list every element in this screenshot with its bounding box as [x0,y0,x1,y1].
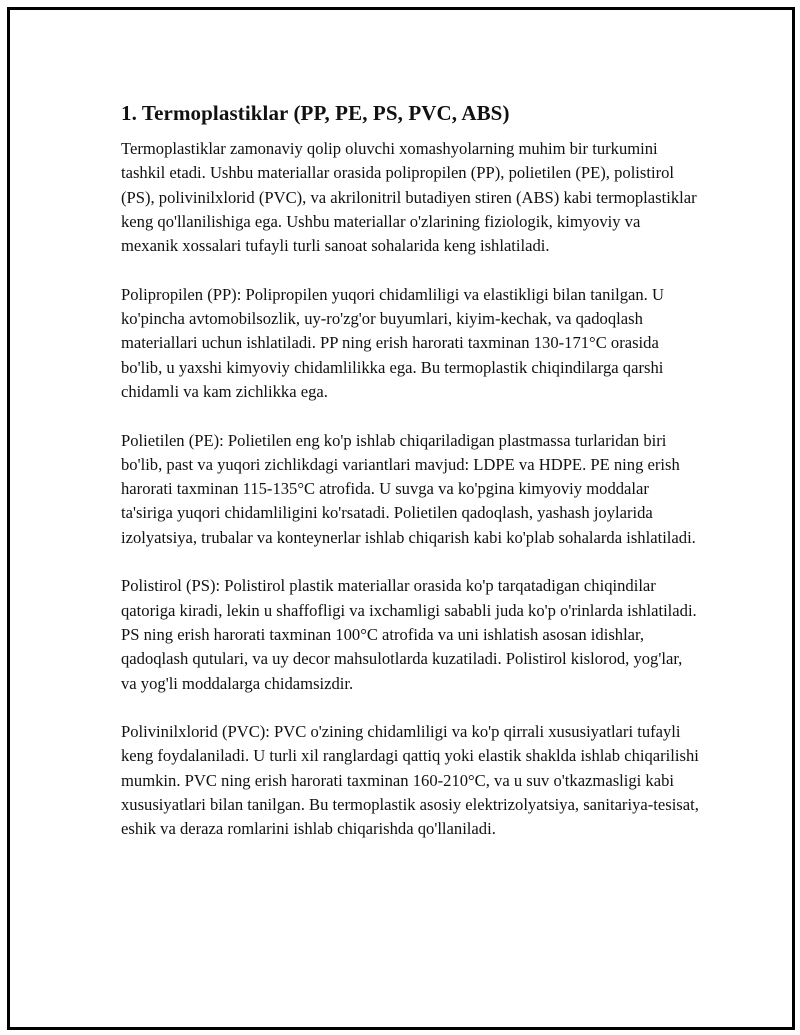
section-heading: 1. Termoplastiklar (PP, PE, PS, PVC, ABS) [121,101,510,125]
paragraph-intro: Termoplastiklar zamonaviy qolip oluvchi xomashyolarning muhim bir turkumini tashkil etadi. Ushbu materiallar orasida polipropilen (PP), polietilen (PE), polistirol (PS), polivinilxlorid (PVC), va akrilonitril butadiyen stiren (ABS) kabi termoplastiklar keng qo'llanilishiga ega. Ushbu materiallar o'zlarining fiziologik, kimyoviy va mexanik xossalari tufayli turli sanoat sohalarida keng ishlatiladi. [121,139,697,256]
document-body [121,99,701,842]
paragraph-pvc: Polivinilxlorid (PVC): PVC o'zining chidamliligi va ko'p qirrali xususiyatlari tufayli keng foydalaniladi. U turli xil ranglardagi qattiq yoki elastik shaklda ishlab chiqarilishi mumkin. PVC ning erish harorati taxminan 160-210°C, va u suv o'tkazmasligi kabi xususiyatlari bilan tanilgan. Bu termoplastik asosiy elektrizolyatsiya, sanitariya-tesisat, eshik va deraza romlarini ishlab chiqarishda qo'llaniladi. [121,722,699,839]
paragraph-polystyrene: Polistirol (PS): Polistirol plastik materiallar orasida ko'p tarqatadigan chiqindilar qatoriga kiradi, lekin u shaffofligi va ixchamligi sababli juda ko'p o'rinlarda ishlatiladi. PS ning erish harorati taxminan 100°C atrofida va uni ishlatish asosan idishlar, qadoqlash qutulari, va uy decor mahsulotlarda kuzatiladi. Polistirol kislorod, yog'lar, va yog'li moddalarga chidamsizdir. [121,576,697,693]
paragraph-polyethylene: Polietilen (PE): Polietilen eng ko'p ishlab chiqariladigan plastmassa turlaridan biri bo'lib, past va yuqori zichlikdagi variantlari mavjud: LDPE va HDPE. PE ning erish harorati taxminan 115-135°C atrofida. U suvga va ko'pgina kimyoviy moddalar ta'siriga yuqori chidamliligini ko'rsatadi. Polietilen qadoqlash, yashash joylarida izolyatsiya, trubalar va konteynerlar ishlab chiqarish kabi ko'plab sohalarda ishlatiladi. [121,430,696,547]
paragraph-polypropylene: Polipropilen (PP): Polipropilen yuqori chidamliligi va elastikligi bilan tanilgan. U ko'pincha avtomobilsozlik, uy-ro'zg'or buyumlari, kiyim-kechak, va qadoqlash materiallari uchun ishlatiladi. PP ning erish harorati taxminan 130-171°C orasida bo'lib, u yaxshi kimyoviy chidamlilikka ega. Bu termoplastik chiqindilarga qarshi chidamli va kam zichlikka ega. [121,284,664,401]
page-frame [7,7,795,1030]
